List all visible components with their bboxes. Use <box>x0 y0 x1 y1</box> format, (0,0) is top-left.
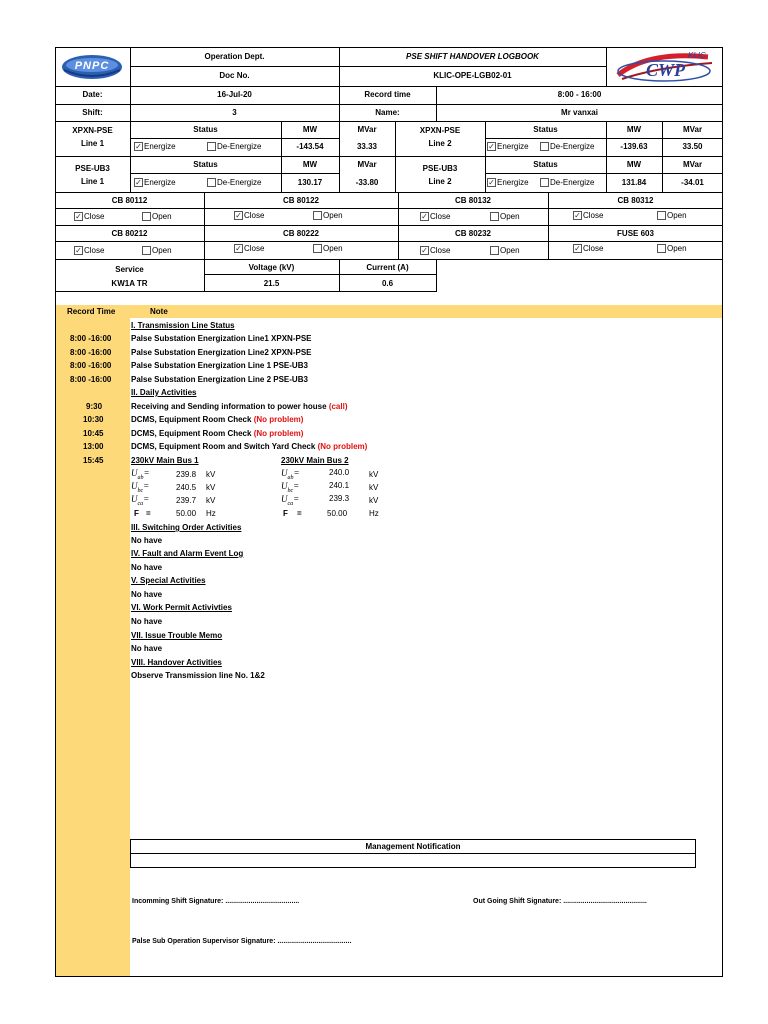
status-header: Status <box>533 125 558 134</box>
log-time: 8:00 -16:00 <box>70 361 112 370</box>
close-checkbox[interactable]: ✓ <box>235 211 242 220</box>
mw-header: MW <box>302 125 318 134</box>
voltage-value: 21.5 <box>263 279 280 288</box>
open-label: Open <box>500 246 520 255</box>
log-time: 10:45 <box>83 429 104 438</box>
section-heading: VII. Issue Trouble Memo <box>131 631 223 640</box>
log-note: Palse Substation Energization Line 1 PSE-UB3 <box>131 361 308 370</box>
doc-no-value: KLIC-OPE-LGB02-01 <box>433 71 512 80</box>
breaker-label: FUSE 603 <box>617 229 654 238</box>
section-heading: I. Transmission Line Status <box>131 321 235 330</box>
bus2-ubc: 240.1 <box>329 481 350 490</box>
mw-header: MW <box>626 160 642 169</box>
energize-checkbox[interactable]: ✓ <box>488 178 495 187</box>
shift-label: Shift: <box>82 108 103 117</box>
open-label: Open <box>323 211 343 220</box>
open-label: Open <box>500 212 520 221</box>
energize-checkbox[interactable]: ✓ <box>135 178 142 187</box>
log-time: 8:00 -16:00 <box>70 334 112 343</box>
open-label: Open <box>152 212 172 221</box>
close-label: Close <box>84 212 105 221</box>
open-checkbox[interactable] <box>142 212 151 221</box>
breaker-label: CB 80232 <box>454 229 492 238</box>
deenergize-checkbox[interactable] <box>207 178 216 187</box>
close-checkbox[interactable]: ✓ <box>574 244 581 253</box>
open-checkbox[interactable] <box>657 211 666 220</box>
name-value: Mr vanxai <box>561 108 598 117</box>
open-label: Open <box>323 244 343 253</box>
open-label: Open <box>152 246 172 255</box>
hz-unit: Hz <box>369 509 379 518</box>
f-symbol: F <box>134 509 139 518</box>
service-value: KW1A TR <box>111 279 148 288</box>
kv-unit: kV <box>369 470 379 479</box>
section-heading: VI. Work Permit Activivties <box>131 603 232 612</box>
mw-value: -143.54 <box>296 142 324 151</box>
note-status: (No problem) <box>253 415 304 424</box>
date-label: Date: <box>82 90 103 99</box>
mw-header: MW <box>302 160 318 169</box>
close-label: Close <box>244 211 265 220</box>
mvar-header: MVar <box>357 160 377 169</box>
kv-unit: kV <box>206 470 216 479</box>
open-checkbox[interactable] <box>490 246 499 255</box>
close-label: Close <box>84 246 105 255</box>
mvar-header: MVar <box>357 125 377 134</box>
deenergize-checkbox[interactable] <box>540 142 549 151</box>
doc-no-label: Doc No. <box>219 71 250 80</box>
open-checkbox[interactable] <box>313 244 322 253</box>
log-time: 13:00 <box>83 442 104 451</box>
status-header: Status <box>193 160 218 169</box>
log-note: Palse Substation Energization Line 2 PSE-UB3 <box>131 375 308 384</box>
record-time-label: Record time <box>364 90 411 99</box>
service-label: Service <box>115 265 144 274</box>
uab-symbol: $U_{ab}=$ <box>131 468 150 481</box>
line-name-sub: Line 1 <box>80 139 105 148</box>
kv-unit: kV <box>206 496 216 505</box>
bus1-ubc: 240.5 <box>176 483 197 492</box>
open-checkbox[interactable] <box>657 244 666 253</box>
mw-header: MW <box>626 125 642 134</box>
bus2-title: 230kV Main Bus 2 <box>281 456 349 465</box>
deenergize-checkbox[interactable] <box>207 142 216 151</box>
section-value: No have <box>131 563 163 572</box>
energize-checkbox[interactable]: ✓ <box>135 142 142 151</box>
cwp-logo-sub: KLIC <box>688 51 706 60</box>
energize-label: Energize <box>497 142 529 151</box>
mw-value: -139.63 <box>620 142 648 151</box>
section-heading: V. Special Activities <box>131 576 206 585</box>
line-name-sub: Line 2 <box>428 139 452 148</box>
energize-checkbox[interactable]: ✓ <box>488 142 495 151</box>
bus1-f: 50.00 <box>176 509 197 518</box>
breaker-label: CB 80132 <box>454 196 492 205</box>
open-checkbox[interactable] <box>142 246 151 255</box>
mvar-value: -33.80 <box>355 178 379 187</box>
current-label: Current (A) <box>366 263 409 272</box>
kv-unit: kV <box>369 483 379 492</box>
bus1-uca: 239.7 <box>176 496 197 505</box>
section-heading: VIII. Handover Activities <box>131 658 222 667</box>
log-note: Palse Substation Energization Line1 XPXN-PSE <box>131 334 312 343</box>
pnpc-logo <box>60 52 124 82</box>
note-header: Note <box>150 307 168 316</box>
record-time-header: Record Time <box>67 307 116 316</box>
section-value: No have <box>131 644 163 653</box>
close-checkbox[interactable]: ✓ <box>421 212 428 221</box>
line-name: XPXN-PSE <box>72 126 113 135</box>
mvar-value: 33.50 <box>682 142 703 151</box>
uca-symbol: $U_{ca}=$ <box>281 494 300 507</box>
mvar-value: 33.33 <box>356 142 378 151</box>
status-header: Status <box>193 125 218 134</box>
deenergize-label: De-Energize <box>550 142 595 151</box>
deenergize-label: De-Energize <box>550 178 595 187</box>
mw-value: 130.17 <box>297 178 323 187</box>
energize-label: Energize <box>144 142 176 151</box>
log-note: Palse Substation Energization Line2 XPXN-PSE <box>131 348 312 357</box>
section-value: Observe Transmission line No. 1&2 <box>131 671 265 680</box>
section-heading: III. Switching Order Activities <box>131 523 242 532</box>
log-time: 8:00 -16:00 <box>70 348 112 357</box>
breaker-label: CB 80222 <box>282 229 320 238</box>
cwp-logo <box>608 49 720 85</box>
log-time: 8:00 -16:00 <box>70 375 112 384</box>
deenergize-label: De-Energize <box>217 142 262 151</box>
line-name: PSE-UB3 <box>422 164 458 173</box>
status-header: Status <box>533 160 558 169</box>
log-note: DCMS, Equipment Room Check (No problem) <box>131 415 304 424</box>
kv-unit: kV <box>369 496 379 505</box>
bus1-uab: 239.8 <box>176 470 197 479</box>
open-label: Open <box>667 211 687 220</box>
breaker-label: CB 80122 <box>282 196 320 205</box>
close-label: Close <box>430 212 451 221</box>
uab-symbol: $U_{ab}=$ <box>281 468 300 481</box>
f-symbol: F <box>283 509 288 518</box>
log-time: 10:30 <box>83 415 104 424</box>
close-checkbox[interactable]: ✓ <box>421 246 428 255</box>
kv-unit: kV <box>206 483 216 492</box>
bus1-title: 230kV Main Bus 1 <box>131 456 199 465</box>
mvar-header: MVar <box>682 160 703 169</box>
pnpc-logo-text: PNPC <box>74 60 110 72</box>
cwp-logo-text: CWP <box>646 60 686 80</box>
record-time-value: 8:00 - 16:00 <box>557 90 602 99</box>
open-checkbox[interactable] <box>313 211 322 220</box>
uca-symbol: $U_{ca}=$ <box>131 494 150 507</box>
energize-label: Energize <box>497 178 529 187</box>
note-status: (No problem) <box>317 442 368 451</box>
line-name: PSE-UB3 <box>75 164 110 173</box>
log-time: 9:30 <box>86 402 103 411</box>
eq-sign: = <box>146 509 151 518</box>
deenergize-label: De-Energize <box>217 178 262 187</box>
breaker-label: CB 80312 <box>617 196 654 205</box>
date-value: 16-Jul-20 <box>217 90 252 99</box>
logbook-title: PSE SHIFT HANDOVER LOGBOOK <box>406 52 539 61</box>
outgoing-signature: Out Going Shift Signature: ........................................... <box>473 898 647 905</box>
close-checkbox[interactable]: ✓ <box>235 244 242 253</box>
ubc-symbol: $U_{bc}=$ <box>281 481 300 494</box>
ubc-symbol: $U_{bc}=$ <box>131 481 150 494</box>
eq-sign: = <box>297 509 302 518</box>
note-status: (No problem) <box>253 429 304 438</box>
close-label: Close <box>244 244 265 253</box>
line-name: XPXN-PSE <box>419 126 461 135</box>
close-label: Close <box>583 244 604 253</box>
section-heading: II. Daily Activities <box>131 388 197 397</box>
bus2-uab: 240.0 <box>329 468 350 477</box>
current-value: 0.6 <box>381 279 394 288</box>
mw-value: 131.84 <box>621 178 647 187</box>
section-value: No have <box>131 617 163 626</box>
open-label: Open <box>667 244 687 253</box>
note-status: (call) <box>328 402 348 411</box>
log-note: Receiving and Sending information to power house (call) <box>131 402 348 411</box>
incoming-signature: Incomming Shift Signature: ...................................... <box>132 898 300 905</box>
close-checkbox[interactable]: ✓ <box>75 246 82 255</box>
open-checkbox[interactable] <box>490 212 499 221</box>
supervisor-signature: Palse Sub Operation Supervisor Signature: ...................................... <box>132 938 352 945</box>
shift-value: 3 <box>232 108 237 117</box>
section-value: No have <box>131 590 163 599</box>
bus2-f: 50.00 <box>327 509 348 518</box>
line-name-sub: Line 1 <box>80 177 105 186</box>
dept-label: Operation Dept. <box>204 52 265 61</box>
management-notification-title: Management Notification <box>365 842 461 851</box>
name-label: Name: <box>375 108 400 117</box>
close-checkbox[interactable]: ✓ <box>75 212 82 221</box>
close-checkbox[interactable]: ✓ <box>574 211 581 220</box>
section-heading: IV. Fault and Alarm Event Log <box>131 549 244 558</box>
bus2-uca: 239.3 <box>329 494 350 503</box>
close-label: Close <box>583 211 604 220</box>
log-note: DCMS, Equipment Room Check (No problem) <box>131 429 304 438</box>
breaker-label: CB 80212 <box>111 229 148 238</box>
breaker-label: CB 80112 <box>111 196 148 205</box>
section-value: No have <box>131 536 163 545</box>
mvar-header: MVar <box>682 125 703 134</box>
voltage-label: Voltage (kV) <box>248 263 295 272</box>
log-time: 15:45 <box>83 456 104 465</box>
log-note: DCMS, Equipment Room and Switch Yard Check (No problem) <box>131 442 368 451</box>
mvar-value: -34.01 <box>681 178 704 187</box>
line-name-sub: Line 2 <box>428 177 452 186</box>
energize-label: Energize <box>144 178 176 187</box>
hz-unit: Hz <box>206 509 216 518</box>
close-label: Close <box>430 246 451 255</box>
deenergize-checkbox[interactable] <box>540 178 549 187</box>
